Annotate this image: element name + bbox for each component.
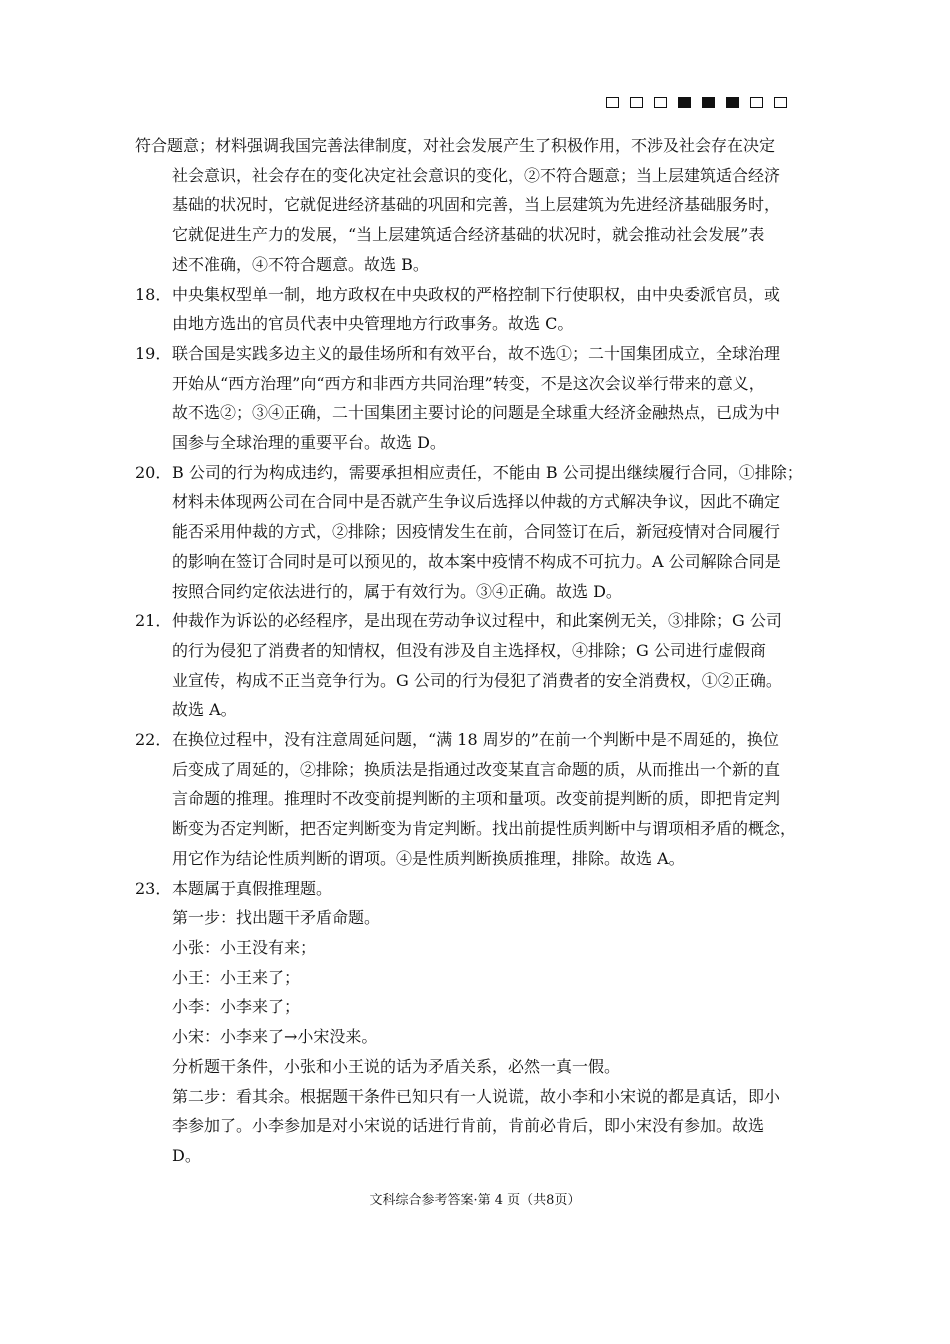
answer-line: [135, 636, 825, 666]
item-number: 20．: [135, 462, 172, 482]
answer-line: [135, 844, 825, 874]
empty-square-mark: [750, 97, 763, 108]
continuation-line: 述不准确，④不符合题意。故选 B。: [172, 254, 429, 274]
answer-text: 李参加了。小李参加是对小宋说的话进行肯前，肯前必肯后，即小宋没有参加。故选: [172, 1116, 765, 1136]
answer-item: [135, 725, 825, 874]
item-number: 19．: [135, 343, 172, 363]
continuation-line: 符合题意；材料强调我国完善法律制度，对社会发展产生了积极作用，不涉及社会存在决定: [135, 136, 776, 155]
answer-line: [135, 695, 825, 725]
answer-item: [135, 606, 825, 725]
filled-square-mark: [702, 97, 715, 108]
answer-text: 联合国是实践多边主义的最佳场所和有效平台，故不选①；二十国集团成立，全球治理: [172, 343, 781, 363]
answer-text: 言命题的推理。推理时不改变前提判断的主项和量项。改变前提判断的质，即把肯定判: [172, 789, 781, 809]
header-marks: [606, 97, 787, 108]
continuation-line: 它就促进生产力的发展，“当上层建筑适合经济基础的状况时，就会推动社会发展”表: [172, 225, 765, 245]
item-number: 18．: [135, 284, 172, 304]
answer-line: [135, 933, 825, 963]
answer-item: [135, 280, 825, 339]
answer-text: 中央集权型单一制，地方政权在中央政权的严格控制下行使职权，由中央委派官员，或: [172, 284, 781, 304]
answer-item: [135, 458, 825, 607]
answer-text: 小李：小李来了；: [172, 997, 301, 1017]
answer-line: [135, 784, 825, 814]
answer-text: 小宋：小李来了→小宋没来。: [172, 1027, 378, 1047]
answer-line: [135, 428, 825, 458]
answer-text: 本题属于真假推理题。: [172, 878, 333, 898]
answer-text: 业宣传，构成不正当竞争行为。G 公司的行为侵犯了消费者的安全消费权，①②正确。: [172, 670, 782, 690]
answer-line: [135, 903, 825, 933]
empty-square-mark: [630, 97, 643, 108]
answer-text: 后变成了周延的，②排除；换质法是指通过改变某直言命题的质，从而推出一个新的直: [172, 759, 781, 779]
answer-text: 第一步：找出题干矛盾命题。: [172, 908, 381, 928]
continuation-block: [135, 131, 825, 280]
answer-text: 由地方选出的官员代表中央管理地方行政事务。故选 C。: [172, 314, 574, 334]
answer-item: [135, 874, 825, 1171]
answer-text: 故选 A。: [172, 700, 237, 720]
answer-text: 的影响在签订合同时是可以预见的，故本案中疫情不构成不可抗力。A 公司解除合同是: [172, 551, 781, 571]
empty-square-mark: [774, 97, 787, 108]
answer-line: [135, 755, 825, 785]
answer-line: [135, 369, 825, 399]
answer-text: 分析题干条件，小张和小王说的话为矛盾关系，必然一真一假。: [172, 1056, 621, 1076]
empty-square-mark: [606, 97, 619, 108]
filled-square-mark: [678, 97, 691, 108]
answer-text: 故不选②；③④正确，二十国集团主要讨论的问题是全球重大经济金融热点，已成为中: [172, 403, 781, 423]
page-footer: 文科综合参考答案·第 4 页（共8页）: [369, 1193, 581, 1208]
answer-text: 国参与全球治理的重要平台。故选 D。: [172, 433, 446, 453]
answer-line: [135, 1052, 825, 1082]
answer-line: [135, 992, 825, 1022]
answer-line: [135, 517, 825, 547]
answer-text: 在换位过程中，没有注意周延问题，“满 18 周岁的”在前一个判断中是不周延的，换位: [172, 730, 779, 750]
answer-line: [135, 874, 825, 904]
answer-line: [135, 339, 825, 369]
answer-line: [135, 547, 825, 577]
answer-line: [135, 309, 825, 339]
answer-text: 第二步：看其余。根据题干条件已知只有一人说谎，故小李和小宋说的都是真话，即小: [172, 1086, 781, 1106]
answer-text: D。: [172, 1145, 201, 1165]
answer-line: [135, 577, 825, 607]
answer-line: [135, 606, 825, 636]
answer-line: [135, 725, 825, 755]
answer-line: [135, 398, 825, 428]
answer-line: [135, 280, 825, 310]
answer-line: [135, 1022, 825, 1052]
continuation-line: 社会意识，社会存在的变化决定社会意识的变化，②不符合题意；当上层建筑适合经济: [172, 165, 781, 185]
filled-square-mark: [726, 97, 739, 108]
answer-text: 按照合同约定依法进行的，属于有效行为。③④正确。故选 D。: [172, 581, 622, 601]
answer-text: B 公司的行为构成违约，需要承担相应责任，不能由 B 公司提出继续履行合同，①排除；: [172, 462, 803, 482]
answer-line: [135, 814, 825, 844]
answer-item: [135, 339, 825, 458]
empty-square-mark: [654, 97, 667, 108]
answer-text: 仲裁作为诉讼的必经程序，是出现在劳动争议过程中，和此案例无关，③排除；G 公司: [172, 611, 782, 631]
answer-line: [135, 963, 825, 993]
answer-text: 用它作为结论性质判断的谓项。④是性质判断换质推理，排除。故选 A。: [172, 848, 685, 868]
answer-content: [135, 131, 825, 1171]
answer-text: 小张：小王没有来；: [172, 937, 317, 957]
answer-line: [135, 458, 825, 488]
answer-line: [135, 487, 825, 517]
answer-text: 断变为否定判断，把否定判断变为肯定判断。找出前提性质判断中与谓项相矛盾的概念，: [172, 819, 797, 839]
answer-line: [135, 666, 825, 696]
answer-line: [135, 1141, 825, 1171]
answer-text: 材料未体现两公司在合同中是否就产生争议后选择以仲裁的方式解决争议，因此不确定: [172, 492, 781, 512]
continuation-line: 基础的状况时，它就促进经济基础的巩固和完善，当上层建筑为先进经济基础服务时，: [172, 195, 781, 215]
answer-text: 的行为侵犯了消费者的知情权，但没有涉及自主选择权，④排除；G 公司进行虚假商: [172, 640, 766, 660]
answer-line: [135, 1082, 825, 1112]
answer-text: 小王：小王来了；: [172, 967, 301, 987]
answer-text: 能否采用仲裁的方式，②排除；因疫情发生在前，合同签订在后，新冠疫情对合同履行: [172, 522, 781, 542]
answer-items: [135, 280, 825, 1171]
answer-line: [135, 1111, 825, 1141]
answer-text: 开始从“西方治理”向“西方和非西方共同治理”转变，不是这次会议举行带来的意义，: [172, 373, 765, 393]
item-number: 23．: [135, 878, 172, 898]
item-number: 22．: [135, 730, 172, 750]
item-number: 21．: [135, 611, 172, 631]
